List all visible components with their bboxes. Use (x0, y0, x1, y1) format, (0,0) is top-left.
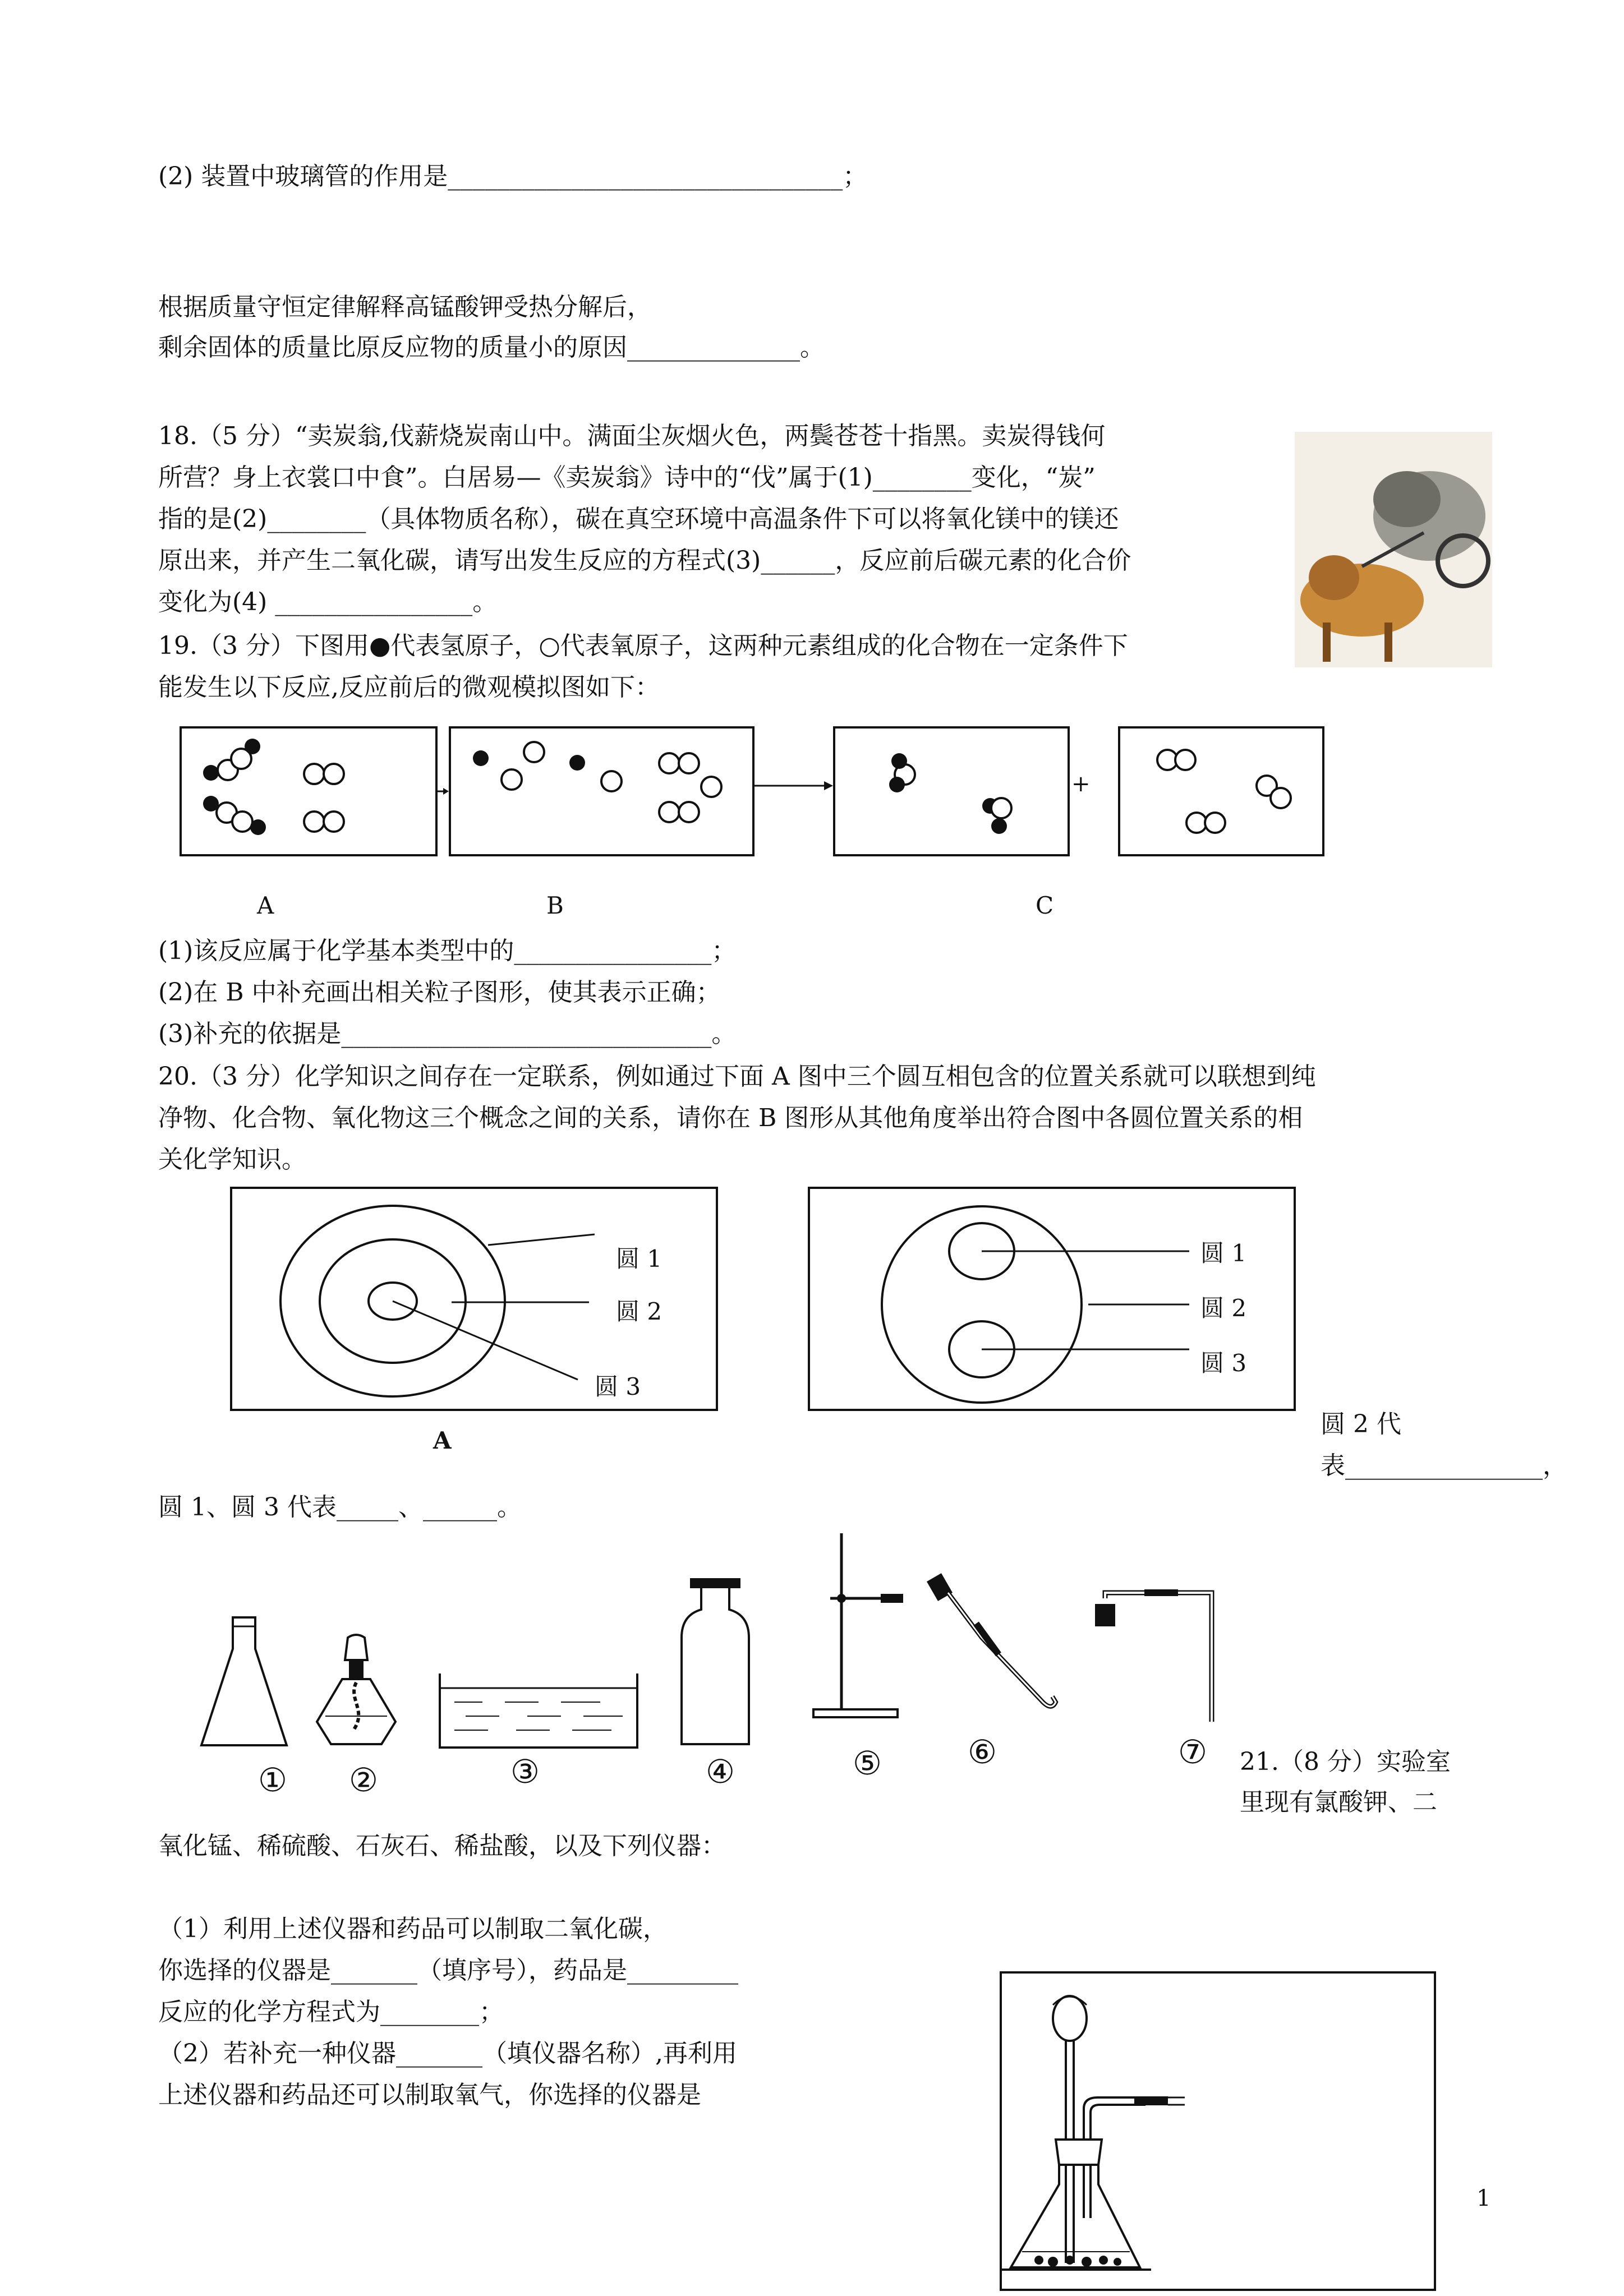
molecule-box-a-particles (180, 726, 438, 856)
q21-part-1b: 你选择的仪器是_______（填序号），药品是_________ (158, 1956, 738, 1985)
figure-label-b: B (546, 892, 564, 919)
q21-part-1c: 反应的化学方程式为________； (158, 1998, 504, 2026)
q17-line-3b: 剩余固体的质量比原反应物的质量小的原因______________。 (158, 333, 825, 362)
diagram-b-circle-3-label: 圆 3 (1200, 1349, 1247, 1377)
instrument-number-7: ⑦ (1178, 1733, 1207, 1771)
instrument-number-6: ⑥ (968, 1733, 997, 1771)
conical-flask-instrument (199, 1615, 289, 1750)
q18-line-3: 指的是(2)________（具体物质名称），碳在真空环境中高温条件下可以将氧化镁中的镁还 (158, 505, 1119, 533)
charcoal-seller-painting (1295, 432, 1492, 667)
q21-part-2a: （2）若补充一种仪器_______（填仪器名称）,再利用 (158, 2039, 737, 2068)
q18-line-1: 18.（5 分）“卖炭翁,伐薪烧炭南山中。满面尘灰烟火色，两鬓苍苍十指黑。卖炭得钱何 (158, 422, 1106, 450)
diagram-a-label: A (433, 1427, 452, 1454)
q20-line-2: 净物、化合物、氧化物这三个概念之间的关系，请你在 B 图形从其他角度举出符合图中各圆位置关系的相 (158, 1104, 1303, 1132)
figure-label-c: C (1036, 892, 1054, 919)
q17-line-3a: 根据质量守恒定律解释高锰酸钾受热分解后， (158, 293, 652, 321)
q20-answer-line-c: 圆 1、圆 3 代表_____、______。 (158, 1493, 522, 1522)
water-trough-instrument (438, 1671, 640, 1750)
q20-answer-line-b: 表________________， (1321, 1451, 1567, 1480)
bent-tube-stopper-instrument (931, 1570, 1071, 1716)
arrow-b-to-c (755, 777, 833, 799)
q21-part-1a: （1）利用上述仪器和药品可以制取二氧化碳， (158, 1915, 668, 1943)
q20-answer-line-a: 圆 2 代 (1321, 1410, 1401, 1439)
diagram-a-circle-3-label: 圆 3 (595, 1373, 641, 1400)
instrument-number-1: ① (258, 1761, 287, 1799)
q19-line-2: 能发生以下反应,反应前后的微观模拟图如下： (158, 673, 660, 702)
q18-line-2: 所营？身上衣裳口中食”。白居易—《卖炭翁》诗中的“伐”属于(1)________变化，“炭” (158, 463, 1096, 492)
gas-bottle-instrument (679, 1576, 752, 1750)
q19-line-1: 19.（3 分）下图用●代表氢原子，○代表氧原子，这两种元素组成的化合物在一定条件下 (158, 631, 1128, 660)
arrow-a-to-b (438, 782, 449, 805)
q21-intro-a: 21.（8 分）实验室 (1240, 1748, 1451, 1776)
diagram-b-circle-1-label: 圆 1 (1200, 1239, 1247, 1267)
q19-question-1: (1)该反应属于化学基本类型中的________________； (158, 937, 737, 965)
q21-intro-b: 里现有氯酸钾、二 (1240, 1788, 1437, 1816)
q18-line-5: 变化为(4) ________________。 (158, 588, 498, 616)
q21-part-2b: 上述仪器和药品还可以制取氧气，你选择的仪器是 (158, 2081, 701, 2109)
figure-label-a: A (257, 892, 274, 919)
q17-line-2: (2) 装置中玻璃管的作用是________________________________； (158, 162, 868, 191)
gas-generator-apparatus (1000, 1971, 1436, 2291)
instrument-number-2: ② (349, 1761, 378, 1799)
q18-line-4: 原出来，并产生二氧化碳，请写出发生反应的方程式(3)______，反应前后碳元素的化合价 (158, 546, 1131, 575)
diagram-a-circle-1-label: 圆 1 (616, 1245, 663, 1273)
q21-intro-c: 氧化锰、稀硫酸、石灰石、稀盐酸，以及下列仪器： (158, 1832, 726, 1860)
molecule-box-c-right-particles (1118, 726, 1324, 856)
diagram-b-circle-2-label: 圆 2 (1200, 1294, 1247, 1322)
right-angle-tube-instrument (1094, 1576, 1223, 1727)
page-number: 1 (1476, 2186, 1491, 2211)
instrument-number-3: ③ (510, 1753, 540, 1791)
instrument-number-4: ④ (706, 1753, 735, 1791)
iron-stand-instrument (808, 1531, 920, 1722)
plus-sign: + (1071, 771, 1091, 797)
diagram-a-circle-2-label: 圆 2 (616, 1298, 663, 1325)
instrument-number-5: ⑤ (853, 1744, 882, 1782)
alcohol-lamp-instrument (314, 1632, 398, 1750)
q19-question-2: (2)在 B 中补充画出相关粒子图形，使其表示正确； (158, 978, 721, 1007)
molecule-box-b-particles (449, 726, 755, 856)
q20-line-3: 关化学知识。 (158, 1145, 306, 1174)
q19-question-3: (3)补充的依据是______________________________。 (158, 1020, 737, 1048)
molecule-box-c-left-particles (833, 726, 1070, 856)
q20-line-1: 20.（3 分）化学知识之间存在一定联系，例如通过下面 A 图中三个圆互相包含的位置关系就可以联想到纯 (158, 1062, 1316, 1091)
